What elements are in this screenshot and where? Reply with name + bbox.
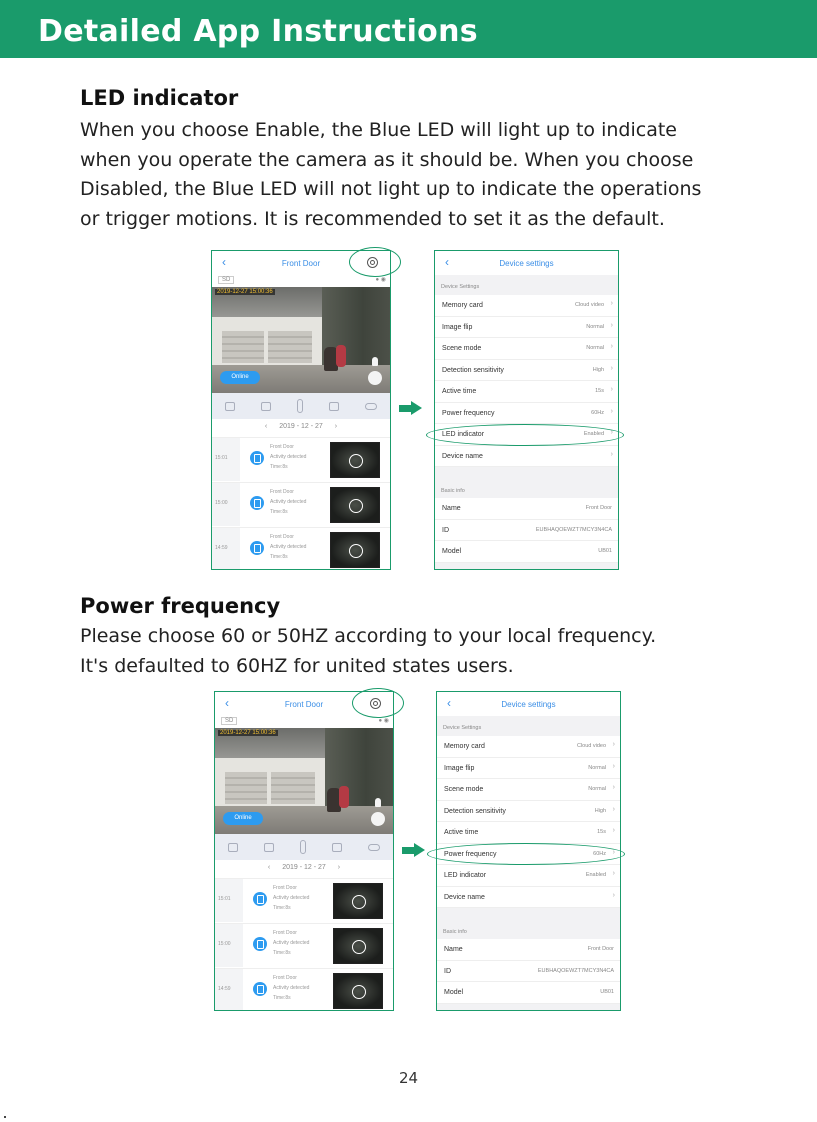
row-label: Image flip	[442, 323, 473, 331]
settings-title: Device settings	[499, 258, 554, 268]
chevron-right-icon: ›	[610, 343, 613, 350]
chevron-right-icon: ›	[612, 762, 615, 770]
settings-row-power-frequency	[435, 403, 618, 425]
record-duration: Time:8s	[270, 464, 288, 470]
settings-row-image-flip	[437, 758, 620, 780]
next-date-icon: ›	[334, 423, 338, 430]
prev-date-icon: ‹	[267, 864, 271, 871]
row-value: Front Door	[585, 505, 612, 511]
section-label: Device Settings	[441, 284, 480, 290]
camera-icon	[250, 496, 264, 510]
row-label: ID	[442, 526, 449, 534]
control-bar	[212, 393, 390, 419]
section-body-power	[80, 622, 770, 681]
record-icon	[332, 843, 342, 852]
mute-icon	[228, 843, 238, 852]
arrow-icon	[402, 843, 426, 857]
record-icon	[329, 402, 339, 411]
settings-row-memory-card	[437, 736, 620, 758]
camera-screenshot	[214, 691, 394, 1011]
row-value: EUBHAQOEWZT7MCY3N4CA	[535, 526, 612, 533]
video-timestamp: 2019-12-27 15:00:36	[220, 730, 276, 736]
settings-row-device-name	[437, 887, 620, 909]
prev-date-icon: ‹	[264, 423, 268, 430]
settings-header	[437, 692, 620, 716]
chevron-right-icon: ›	[612, 741, 615, 748]
row-label: Scene mode	[444, 786, 484, 793]
date-label: 2019 - 12 - 27	[279, 423, 323, 430]
chevron-right-icon: ›	[610, 429, 613, 436]
mic-icon	[297, 399, 303, 413]
record-item	[212, 527, 390, 570]
row-value: 15s	[595, 388, 604, 394]
live-video	[215, 728, 393, 834]
record-time: 14:59	[215, 545, 228, 551]
chevron-right-icon: ›	[610, 364, 613, 372]
chevron-right-icon: ›	[612, 891, 615, 899]
back-icon: ‹	[222, 255, 226, 269]
info-row-model	[437, 982, 620, 1004]
row-value: 60Hz	[591, 409, 604, 416]
row-value: Normal	[588, 786, 606, 792]
record-thumbnail	[330, 532, 380, 568]
led-indicator-highlight-ellipse	[426, 424, 624, 446]
date-selector	[215, 860, 393, 876]
row-value: Normal	[586, 345, 604, 351]
record-thumbnail	[330, 442, 380, 478]
camera-screenshot	[211, 250, 391, 570]
section-label: Device Settings	[443, 725, 482, 731]
record-duration: Time:8s	[273, 905, 291, 911]
chevron-right-icon: ›	[612, 784, 615, 791]
info-row-model	[435, 541, 618, 563]
row-label: Detection sensitivity	[442, 366, 504, 374]
live-video	[212, 287, 390, 393]
record-item	[215, 878, 393, 922]
talk-button-icon	[368, 371, 382, 385]
row-value: High	[594, 807, 606, 814]
snapshot-icon	[261, 402, 271, 411]
info-row-name	[437, 939, 620, 961]
record-time: 14:59	[218, 986, 231, 992]
settings-body	[435, 275, 618, 569]
record-event: Activity detected	[273, 940, 310, 946]
record-name: Front Door	[273, 975, 297, 981]
control-bar	[215, 834, 393, 860]
camera-title: Front Door	[284, 699, 324, 709]
chevron-right-icon: ›	[612, 805, 615, 813]
record-item	[215, 968, 393, 1011]
settings-row-detection-sensitivity	[435, 360, 618, 382]
camera-icon	[253, 982, 267, 996]
settings-screenshot	[434, 250, 619, 570]
header-banner	[0, 0, 817, 58]
camera-title: Front Door	[281, 258, 321, 268]
row-label: ID	[444, 967, 451, 975]
next-date-icon: ›	[337, 864, 341, 871]
page-number: 24	[398, 1069, 419, 1087]
chevron-right-icon: ›	[612, 870, 615, 877]
section-title-led: LED indicator	[80, 86, 239, 110]
record-name: Front Door	[273, 930, 297, 936]
cloud-icon	[365, 403, 377, 410]
record-item	[212, 437, 390, 481]
record-name: Front Door	[270, 489, 294, 495]
record-event: Activity detected	[270, 454, 307, 460]
row-label: Active time	[444, 829, 479, 836]
record-thumbnail	[333, 928, 383, 964]
chevron-right-icon: ›	[610, 386, 613, 393]
edge-mark	[4, 1116, 6, 1118]
record-thumbnail	[333, 883, 383, 919]
chevron-right-icon: ›	[612, 848, 615, 856]
body-line: When you choose Enable, the Blue LED will light up to indicate	[80, 119, 677, 141]
record-duration: Time:8s	[273, 950, 291, 956]
row-label: LED indicator	[442, 431, 485, 438]
page-title: Detailed App Instructions	[38, 14, 478, 49]
online-badge: Online	[220, 371, 260, 384]
record-event: Activity detected	[273, 895, 310, 901]
record-event: Activity detected	[270, 499, 307, 505]
camera-icon	[253, 892, 267, 906]
back-icon: ‹	[447, 696, 451, 710]
row-label: Power frequency	[444, 850, 497, 858]
record-duration: Time:8s	[270, 509, 288, 515]
info-row-id	[437, 961, 620, 983]
body-line: when you operate the camera as it should be. When you choose	[80, 148, 694, 171]
back-icon: ‹	[445, 255, 449, 269]
bulb-icon	[375, 798, 381, 807]
record-time: 15:00	[218, 941, 231, 947]
row-value: High	[592, 366, 604, 373]
record-duration: Time:8s	[273, 995, 291, 1001]
camera-icon	[253, 937, 267, 951]
snapshot-icon	[264, 843, 274, 852]
section-body-led	[80, 116, 770, 234]
record-thumbnail	[333, 973, 383, 1009]
record-time: 15:00	[215, 500, 228, 506]
row-value: Normal	[586, 323, 604, 330]
settings-row-active-time	[435, 381, 618, 403]
row-value: 15s	[597, 829, 606, 835]
record-name: Front Door	[270, 444, 294, 450]
section-label: Basic info	[441, 488, 465, 494]
settings-row-scene-mode	[435, 338, 618, 360]
row-value: Cloud video	[574, 302, 604, 308]
row-label: Detection sensitivity	[444, 807, 506, 815]
settings-title: Device settings	[501, 699, 556, 709]
record-time: 15:01	[218, 896, 231, 902]
section-label: Basic info	[443, 929, 467, 935]
record-name: Front Door	[270, 534, 294, 540]
wifi-icon: ● ◉	[375, 277, 386, 283]
info-row-name	[435, 498, 618, 520]
row-value: Enabled	[585, 872, 606, 878]
status-row	[212, 275, 390, 287]
gear-highlight-ellipse	[349, 247, 401, 277]
row-value: EUBHAQOEWZT7MCY3N4CA	[537, 967, 614, 974]
body-line: Disabled, the Blue LED will not light up to indicate the operations	[80, 178, 702, 200]
gear-highlight-ellipse	[352, 688, 404, 718]
chevron-right-icon: ›	[610, 450, 613, 458]
row-label: Power frequency	[442, 409, 495, 417]
chevron-right-icon: ›	[610, 407, 613, 415]
video-timestamp: 2019-12-27 15:00:36	[217, 289, 273, 295]
date-label: 2019 - 12 - 27	[282, 864, 326, 871]
back-icon: ‹	[225, 696, 229, 710]
sd-badge: SD	[221, 717, 237, 725]
info-row-id	[435, 520, 618, 542]
settings-row-memory-card	[435, 295, 618, 317]
row-value: UB01	[600, 989, 614, 995]
row-label: Name	[442, 505, 461, 512]
settings-row-device-name	[435, 446, 618, 468]
settings-header	[435, 251, 618, 275]
record-time: 15:01	[215, 455, 228, 461]
row-label: Device name	[444, 893, 485, 901]
settings-row-image-flip	[435, 317, 618, 339]
chevron-right-icon: ›	[610, 321, 613, 329]
body-line: or trigger motions. It is recommended to set it as the default.	[80, 207, 665, 230]
talk-button-icon	[371, 812, 385, 826]
row-label: LED indicator	[444, 872, 487, 879]
online-badge: Online	[223, 812, 263, 825]
row-label: Device name	[442, 452, 483, 460]
row-value: Normal	[588, 764, 606, 771]
camera-icon	[250, 541, 264, 555]
record-event: Activity detected	[273, 985, 310, 991]
arrow-icon	[399, 401, 423, 415]
record-event: Activity detected	[270, 544, 307, 550]
mute-icon	[225, 402, 235, 411]
row-value: UB01	[598, 548, 612, 554]
row-value: Cloud video	[576, 743, 606, 749]
sd-badge: SD	[218, 276, 234, 284]
record-item	[212, 482, 390, 526]
row-label: Memory card	[442, 302, 483, 309]
settings-row-scene-mode	[437, 779, 620, 801]
chevron-right-icon: ›	[610, 300, 613, 307]
cloud-icon	[368, 844, 380, 851]
chevron-right-icon: ›	[612, 827, 615, 834]
body-line: Please choose 60 or 50HZ according to your local frequency.	[80, 625, 657, 647]
section-title-power: Power frequency	[80, 594, 281, 618]
row-label: Model	[444, 989, 464, 996]
row-label: Memory card	[444, 743, 485, 750]
settings-row-detection-sensitivity	[437, 801, 620, 823]
status-row	[215, 716, 393, 728]
row-label: Active time	[442, 388, 477, 395]
wifi-icon: ● ◉	[378, 718, 389, 724]
date-selector	[212, 419, 390, 435]
row-value: Front Door	[587, 946, 614, 952]
body-line: It's defaulted to 60HZ for united states users.	[80, 654, 514, 677]
record-thumbnail	[330, 487, 380, 523]
bulb-icon	[372, 357, 378, 366]
row-label: Image flip	[444, 764, 475, 772]
record-name: Front Door	[273, 885, 297, 891]
power-frequency-highlight-ellipse	[427, 843, 625, 865]
camera-icon	[250, 451, 264, 465]
row-label: Scene mode	[442, 345, 482, 352]
record-item	[215, 923, 393, 967]
settings-row-led-indicator	[437, 865, 620, 887]
row-label: Name	[444, 946, 463, 953]
row-label: Model	[442, 548, 462, 555]
row-value: 60Hz	[593, 850, 606, 857]
mic-icon	[300, 840, 306, 854]
row-value: Enabled	[583, 431, 604, 437]
settings-row-active-time	[437, 822, 620, 844]
record-duration: Time:8s	[270, 554, 288, 560]
